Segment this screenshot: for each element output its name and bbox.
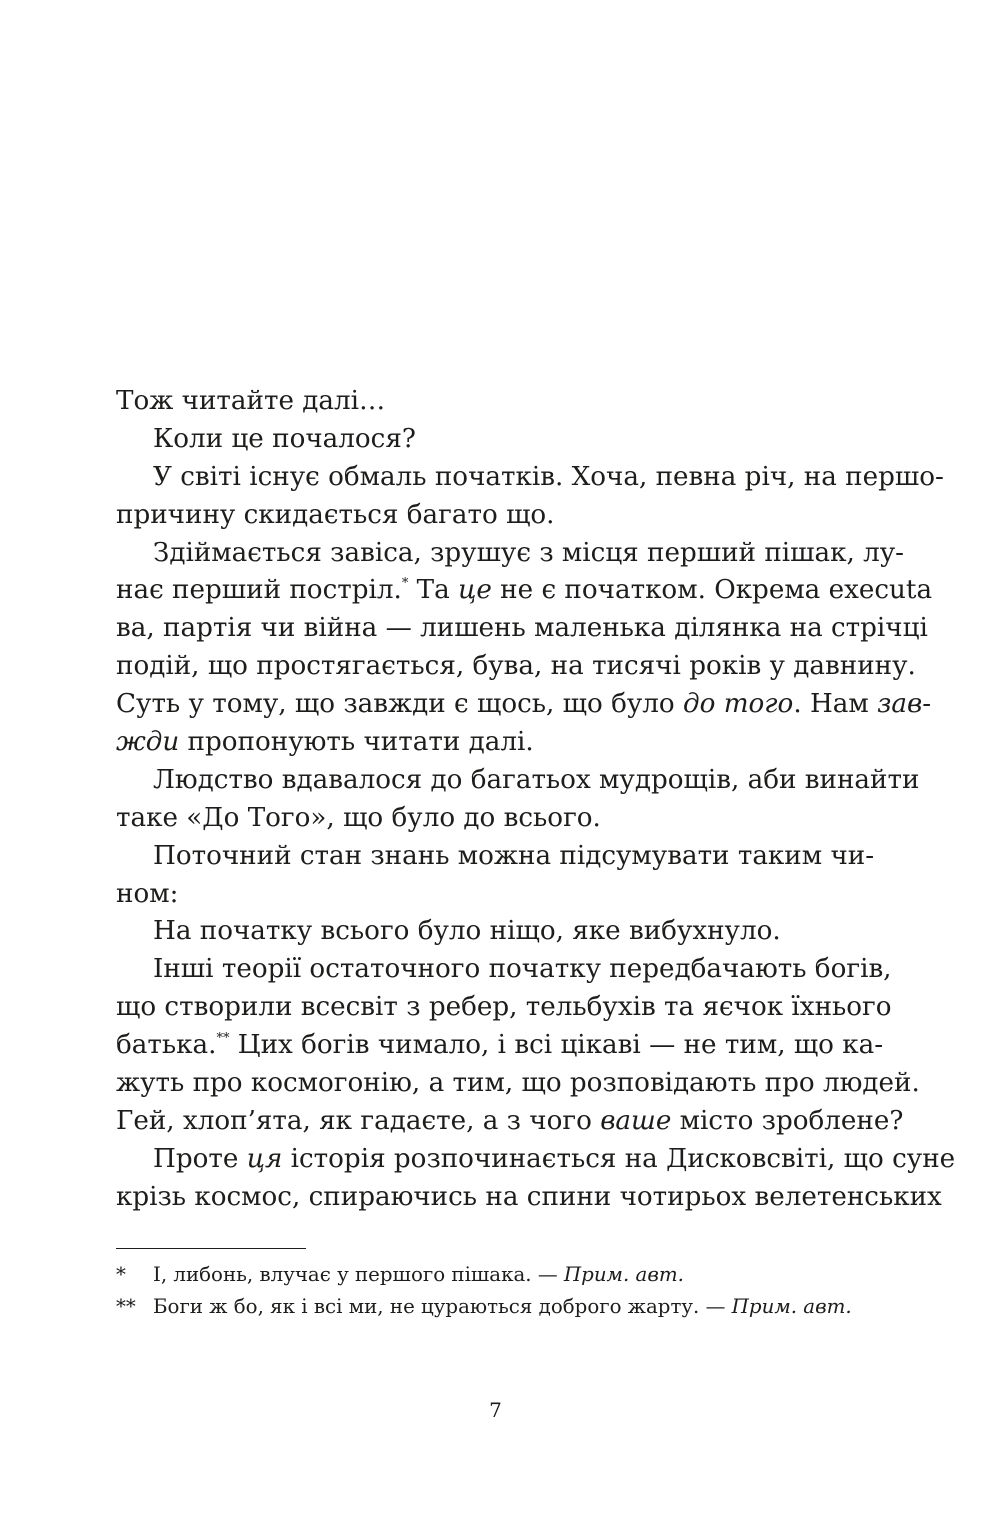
text-line: причину скидається багато що. [116,499,555,530]
text-line: У світі існує обмаль початків. Хоча, певна річ, на першо- [153,461,944,492]
text-line: подій, що простягається, бува, на тисячі років у давнину. [116,651,916,682]
text-line: Людство вдавалося до багатьох мудрощів, аби винайти [153,764,920,795]
text-line: що створили всесвіт з ребер, тельбухів та яєчок їхнього [116,992,892,1023]
text-run: Та [408,575,459,606]
footnote [116,1291,861,1323]
text-line: На початку всього було ніщо, яке вибухнуло. [153,916,781,947]
main-text [116,383,956,1217]
emphasis: Прим. авт. [731,1295,852,1318]
emphasis: Прим. авт. [563,1263,684,1286]
text-line: Коли це почалося? [153,423,416,454]
text-run: місто зроблене? [671,1105,904,1136]
text-run: Суть у тому, що завжди є щось, що було [116,689,684,720]
text-line [116,1141,956,1179]
text-run: Гей, хлоп’ята, як гадаєте, а з чого [116,1105,601,1136]
footnotes [116,1259,861,1323]
text-line: жуть про космогонію, а тим, що розповідають про людей. [116,1068,920,1099]
footnote-text [153,1291,852,1323]
text-line: Поточний стан знань можна підсумувати таким чи- [153,840,875,871]
emphasis: до того [683,689,794,720]
text-line [116,1027,884,1065]
footnote-reference: * [401,576,409,592]
emphasis: зав- [877,689,932,720]
page-number: 7 [489,1398,502,1422]
text-line [116,572,933,610]
emphasis: ваше [600,1105,672,1136]
footnote [116,1259,861,1291]
text-run: пропонують читати далі. [179,727,534,758]
text-run: батька. [116,1030,217,1061]
emphasis: жди [116,727,180,758]
text-line [116,724,861,762]
footnote-reference: ** [216,1031,230,1047]
emphasis: це [458,575,492,606]
text-line: ва, партія чи війна — лишень маленька ділянка на стрічці [116,613,928,644]
emphasis: ця [246,1143,283,1174]
text-line [116,1103,904,1141]
text-line: Інші теорії остаточного початку передбачають богів, [153,954,892,985]
text-line: таке «До Того», що було до всього. [116,802,601,833]
footnote-mark: * [116,1263,126,1286]
footnote-text [153,1259,684,1291]
text-run: Проте [153,1143,247,1174]
text-line [116,686,932,724]
text-line: Тож читайте далі… [116,386,386,416]
footnote-mark: ** [116,1295,136,1318]
text-run: Цих богів чимало, і всі цікаві — не тим, що ка- [229,1030,884,1061]
footnote-divider [116,1248,306,1249]
text-run: історія розпочинається на Дисковсвіті, що суне [282,1143,956,1174]
text-line: ном: [116,878,179,909]
text-run: нає перший постріл. [116,575,402,606]
text-run: не є початком. Окрема executa [491,575,933,606]
text-run: Боги ж бо, як і всі ми, не цураються доброго жарту. — [153,1295,732,1318]
text-line: крізь космос, спираючись на спини чотирьох велетенських [116,1181,942,1212]
text-run: І, либонь, влучає у першого пішака. — [153,1263,564,1286]
text-line: Здіймається завіса, зрушує з місця перший пішак, лу- [153,537,905,568]
text-run: . Нам [793,689,878,720]
